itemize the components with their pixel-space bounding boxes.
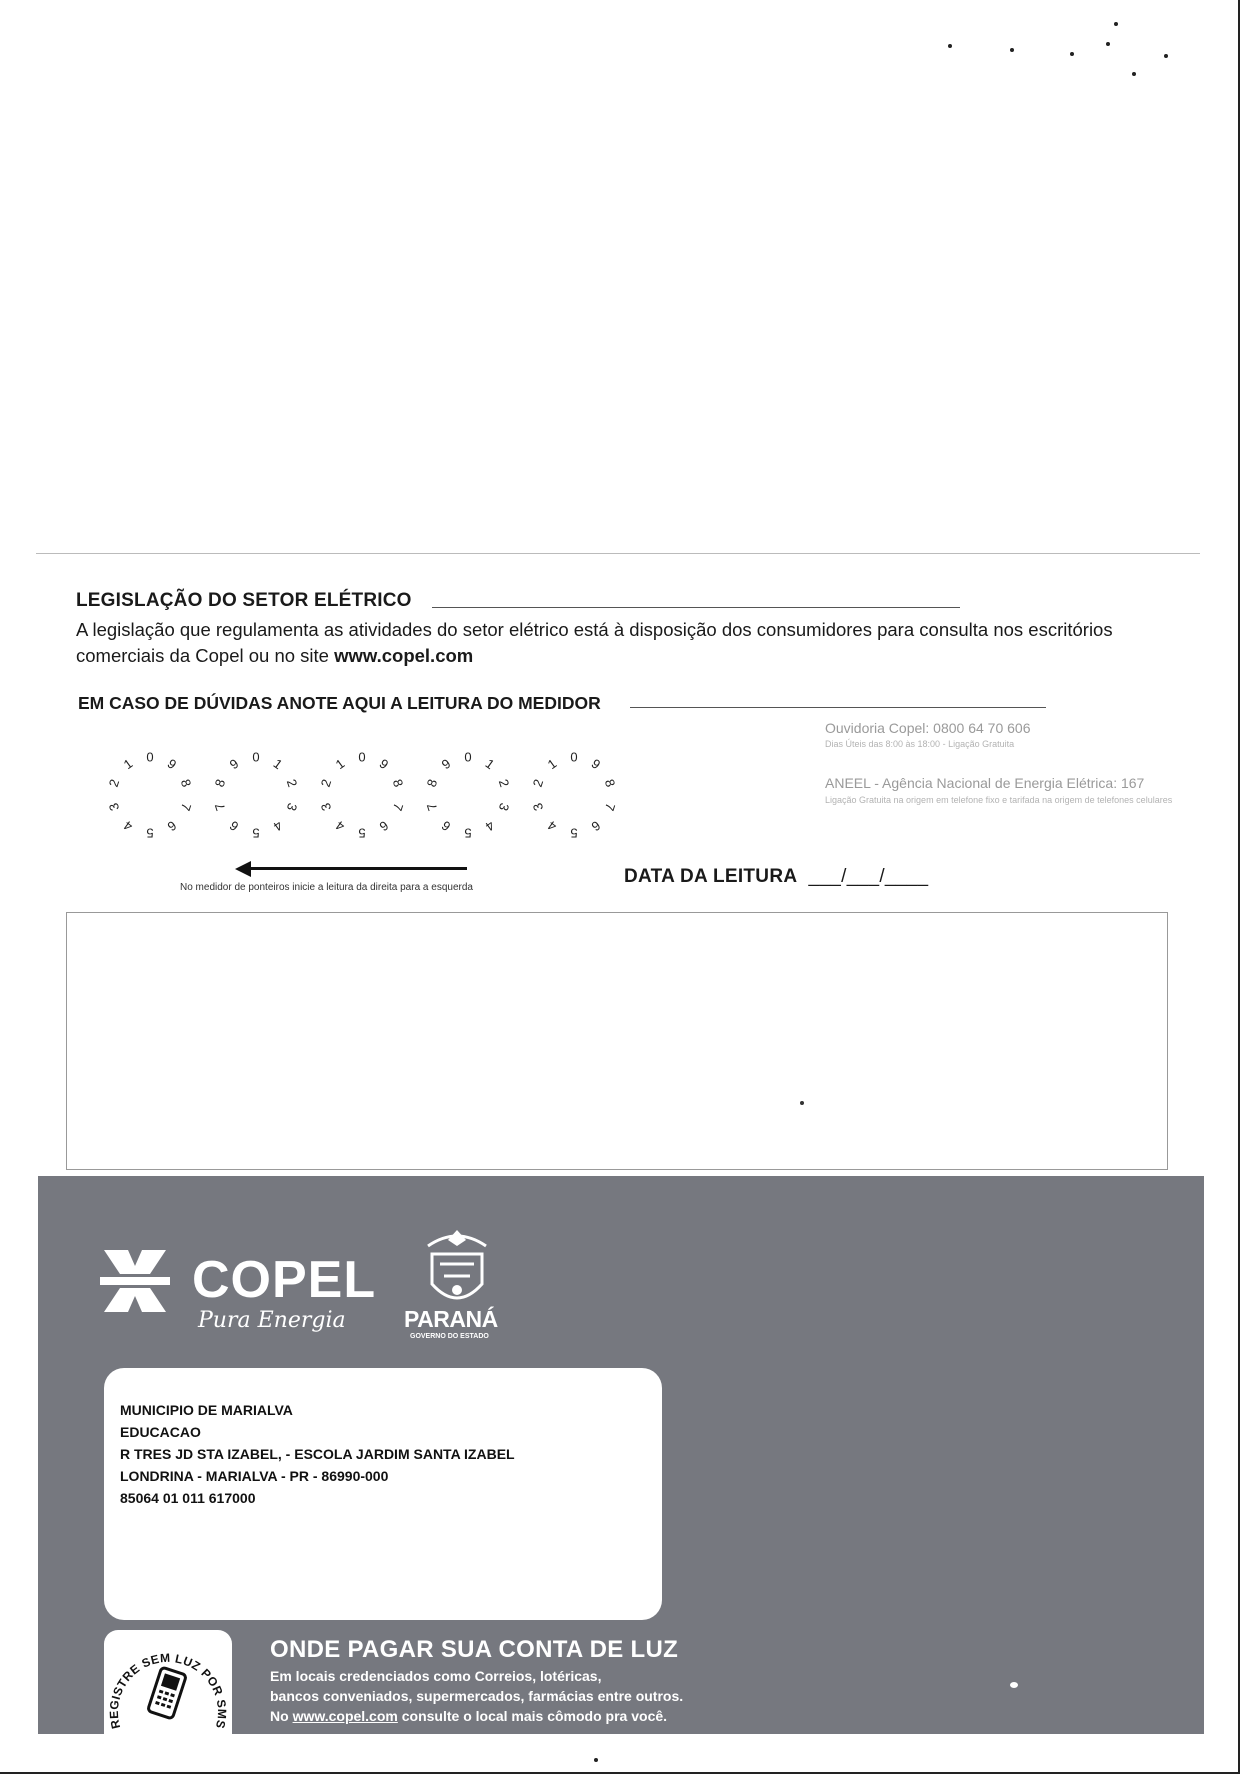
meter-dial — [524, 745, 624, 845]
ouvidoria-sub: Dias Úteis das 8:00 às 18:00 - Ligação Gratuita — [825, 739, 1015, 749]
onde-pagar-line: Em locais credenciados como Correios, lotéricas, — [270, 1668, 602, 1684]
legislacao-body: A legislação que regulamenta as atividades do setor elétrico está à disposição dos consumidores para consulta nos escritórios comerciais da Copel ou no site — [76, 619, 1113, 666]
dial-digit: 5 — [464, 825, 472, 841]
duvidas-title: EM CASO DE DÚVIDAS ANOTE AQUI A LEITURA DO MEDIDOR — [78, 693, 601, 713]
aneel-sub: Ligação Gratuita na origem em telefone fixo e tarifada na origem de telefones celulares — [825, 795, 1173, 805]
dial-digit: 5 — [358, 825, 366, 841]
dial-digit: 9 — [588, 756, 604, 773]
dial-digit: 1 — [482, 756, 498, 773]
arrow-caption: No medidor de ponteiros inicie a leitura da direita para a esquerda — [180, 882, 473, 893]
sms-badge — [104, 1630, 232, 1734]
notes-box — [66, 912, 1168, 1170]
legislacao-site-link[interactable]: www.copel.com — [334, 645, 474, 666]
address-line: EDUCACAO — [120, 1424, 201, 1440]
dial-digit: 1 — [332, 756, 347, 773]
dial-digit: 0 — [358, 749, 366, 765]
data-leitura-label: DATA DA LEITURA — [624, 866, 798, 887]
parana-sub: GOVERNO DO ESTADO — [410, 1333, 489, 1340]
dial-digit: 6 — [226, 817, 241, 834]
dial-digit: 2 — [495, 777, 513, 790]
address-line: MUNICIPIO DE MARIALVA — [120, 1402, 293, 1418]
dial-digit: 8 — [211, 777, 229, 790]
legislacao-title: LEGISLAÇÃO DO SETOR ELÉTRICO — [76, 590, 412, 611]
dial-digit: 1 — [544, 756, 559, 773]
dial-digit: 8 — [389, 777, 407, 790]
ouvidoria-title: Ouvidoria Copel: 0800 64 70 606 — [825, 720, 1031, 736]
onde-pagar-title: ONDE PAGAR SUA CONTA DE LUZ — [270, 1636, 679, 1663]
parana-crest-icon — [418, 1224, 496, 1316]
dial-digit: 0 — [146, 749, 154, 765]
meter-dial — [418, 745, 518, 845]
data-leitura-blank: ___/___/____ — [808, 866, 929, 887]
dial-digit: 3 — [529, 800, 547, 813]
address-line: LONDRINA - MARIALVA - PR - 86990-000 — [120, 1468, 389, 1484]
dial-digit: 6 — [588, 817, 604, 834]
scan-dot — [594, 1758, 598, 1762]
legislacao-text — [76, 617, 1156, 669]
dial-digit: 5 — [252, 825, 260, 841]
svg-text:REGISTRE SEM LUZ POR SMS: REGISTRE SEM LUZ POR SMS — [106, 1650, 230, 1731]
dial-digit: 4 — [544, 817, 559, 834]
meter-dials — [100, 745, 630, 845]
dial-digit: 4 — [482, 817, 498, 834]
dial-digit: 4 — [332, 817, 347, 834]
meter-dial — [312, 745, 412, 845]
dial-digit: 2 — [529, 777, 547, 790]
meter-dial — [100, 745, 200, 845]
copel-logo-icon — [98, 1244, 172, 1318]
onde-pagar-line3-suffix: consulte o local mais cômodo pra você. — [397, 1708, 668, 1724]
aneel-title: ANEEL - Agência Nacional de Energia Elétrica: 167 — [825, 775, 1145, 791]
duvidas-title-rule — [630, 707, 1046, 708]
dial-digit: 7 — [601, 800, 619, 813]
onde-pagar-text — [270, 1666, 750, 1726]
dial-digit: 6 — [376, 817, 392, 834]
dial-digit: 9 — [438, 756, 453, 773]
dial-digit: 2 — [317, 777, 335, 790]
dial-digit: 2 — [105, 777, 123, 790]
meter-dial — [206, 745, 306, 845]
address-line: R TRES JD STA IZABEL, - ESCOLA JARDIM SANTA IZABEL — [120, 1446, 515, 1462]
dial-digit: 0 — [252, 749, 260, 765]
dial-digit: 8 — [177, 777, 195, 790]
dial-digit: 5 — [570, 825, 578, 841]
dial-digit: 4 — [120, 817, 135, 834]
dial-digit: 6 — [164, 817, 180, 834]
dial-digit: 6 — [438, 817, 453, 834]
top-divider — [36, 553, 1200, 554]
sms-badge-art — [104, 1630, 232, 1734]
dial-digit: 7 — [423, 800, 441, 813]
onde-pagar-line: bancos conveniados, supermercados, farmácias entre outros. — [270, 1688, 684, 1704]
onde-pagar-line — [270, 1706, 750, 1726]
dial-digit: 9 — [376, 756, 392, 773]
left-arrow-icon — [235, 861, 467, 875]
dial-digit: 0 — [464, 749, 472, 765]
address-line: 85064 01 011 617000 — [120, 1490, 256, 1506]
dial-digit: 8 — [423, 777, 441, 790]
dial-digit: 9 — [164, 756, 180, 773]
scan-dot — [1010, 1682, 1018, 1688]
dial-digit: 3 — [495, 800, 513, 813]
dial-digit: 7 — [211, 800, 229, 813]
dial-digit: 9 — [226, 756, 241, 773]
dial-digit: 4 — [270, 817, 286, 834]
dial-digit: 1 — [270, 756, 286, 773]
scan-dot — [800, 1101, 804, 1105]
dial-digit: 3 — [105, 800, 123, 813]
dial-digit: 3 — [283, 800, 301, 813]
dial-digit: 3 — [317, 800, 335, 813]
dial-digit: 8 — [601, 777, 619, 790]
bottom-panel — [38, 1176, 1204, 1734]
dial-digit: 2 — [283, 777, 301, 790]
copel-slogan: Pura Energia — [198, 1308, 346, 1333]
dial-digit: 5 — [146, 825, 154, 841]
legislacao-title-rule — [432, 607, 960, 608]
data-leitura — [624, 866, 928, 888]
dial-digit: 7 — [389, 800, 407, 813]
cellphone-icon — [148, 1667, 187, 1719]
scan-specks — [948, 18, 1208, 78]
dial-digit: 7 — [177, 800, 195, 813]
onde-pagar-line3-prefix: No — [270, 1708, 293, 1724]
copel-name: COPEL — [192, 1251, 377, 1309]
dial-digit: 0 — [570, 749, 578, 765]
address-window — [104, 1368, 662, 1620]
parana-name: PARANÁ — [404, 1306, 498, 1332]
dial-digit: 1 — [120, 756, 135, 773]
onde-pagar-site-link[interactable]: www.copel.com — [292, 1708, 398, 1724]
